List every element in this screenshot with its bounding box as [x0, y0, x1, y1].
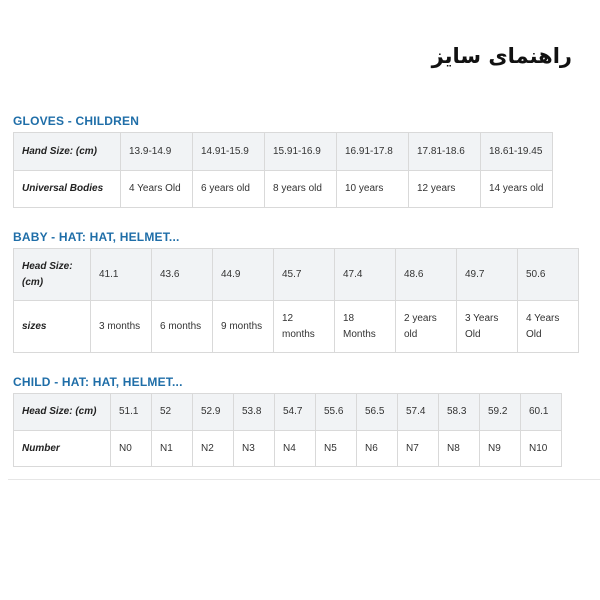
age-cell: 4 Years Old: [121, 171, 193, 208]
age-cell: 6 years old: [193, 171, 265, 208]
table-row: [14, 301, 579, 353]
hand-size-label: Hand Size: (cm): [14, 133, 121, 171]
gloves-section-title: GLOVES - CHILDREN: [13, 114, 140, 128]
size-number-cell: N10: [521, 431, 562, 467]
bottom-divider: [8, 479, 600, 480]
head-size-cell: 45.7: [274, 249, 335, 301]
hand-size-cell: 14.91-15.9: [193, 133, 265, 171]
size-number-cell: N1: [152, 431, 193, 467]
age-cell: 6 months: [152, 301, 213, 353]
head-size-cell: 44.9: [213, 249, 274, 301]
age-cell: 18 Months: [335, 301, 396, 353]
table-row: [14, 431, 562, 467]
page-title: راهنمای سایز: [431, 44, 572, 68]
universal-bodies-label: Universal Bodies: [14, 171, 121, 208]
age-cell: 14 years old: [481, 171, 553, 208]
child-hat-size-table: [13, 393, 562, 467]
head-size-cell: 60.1: [521, 394, 562, 431]
head-size-cell: 52.9: [193, 394, 234, 431]
head-size-cell: 58.3: [439, 394, 480, 431]
head-size-cell: 47.4: [335, 249, 396, 301]
size-number-cell: N7: [398, 431, 439, 467]
size-number-cell: N5: [316, 431, 357, 467]
hand-size-cell: 15.91-16.9: [265, 133, 337, 171]
age-cell: 3 months: [91, 301, 152, 353]
baby-hat-section-title: BABY - HAT: HAT, HELMET...: [13, 230, 180, 244]
size-number-cell: N9: [480, 431, 521, 467]
size-number-cell: N3: [234, 431, 275, 467]
hand-size-cell: 17.81-18.6: [409, 133, 481, 171]
head-size-label: Head Size: (cm): [14, 394, 111, 431]
size-number-cell: N4: [275, 431, 316, 467]
age-cell: 2 years old: [396, 301, 457, 353]
baby-hat-size-table: [13, 248, 579, 353]
hand-size-cell: 13.9-14.9: [121, 133, 193, 171]
head-size-cell: 55.6: [316, 394, 357, 431]
head-size-cell: 59.2: [480, 394, 521, 431]
child-hat-section-title: CHILD - HAT: HAT, HELMET...: [13, 375, 183, 389]
table-row: [14, 249, 579, 301]
head-size-cell: 41.1: [91, 249, 152, 301]
head-size-cell: 51.1: [111, 394, 152, 431]
table-row: [14, 133, 553, 171]
head-size-cell: 48.6: [396, 249, 457, 301]
age-cell: 10 years: [337, 171, 409, 208]
size-number-cell: N0: [111, 431, 152, 467]
age-cell: 4 Years Old: [518, 301, 579, 353]
head-size-cell: 53.8: [234, 394, 275, 431]
sizes-label: sizes: [14, 301, 91, 353]
head-size-cell: 57.4: [398, 394, 439, 431]
table-row: [14, 171, 553, 208]
size-number-cell: N2: [193, 431, 234, 467]
head-size-cell: 49.7: [457, 249, 518, 301]
age-cell: 3 Years Old: [457, 301, 518, 353]
head-size-cell: 43.6: [152, 249, 213, 301]
age-cell: 12 months: [274, 301, 335, 353]
number-label: Number: [14, 431, 111, 467]
head-size-label: Head Size: (cm): [14, 249, 91, 301]
hand-size-cell: 16.91-17.8: [337, 133, 409, 171]
hand-size-cell: 18.61-19.45: [481, 133, 553, 171]
gloves-size-table: [13, 132, 553, 208]
head-size-cell: 54.7: [275, 394, 316, 431]
table-row: [14, 394, 562, 431]
age-cell: 8 years old: [265, 171, 337, 208]
head-size-cell: 52: [152, 394, 193, 431]
head-size-cell: 56.5: [357, 394, 398, 431]
age-cell: 9 months: [213, 301, 274, 353]
size-number-cell: N6: [357, 431, 398, 467]
head-size-cell: 50.6: [518, 249, 579, 301]
age-cell: 12 years: [409, 171, 481, 208]
size-number-cell: N8: [439, 431, 480, 467]
